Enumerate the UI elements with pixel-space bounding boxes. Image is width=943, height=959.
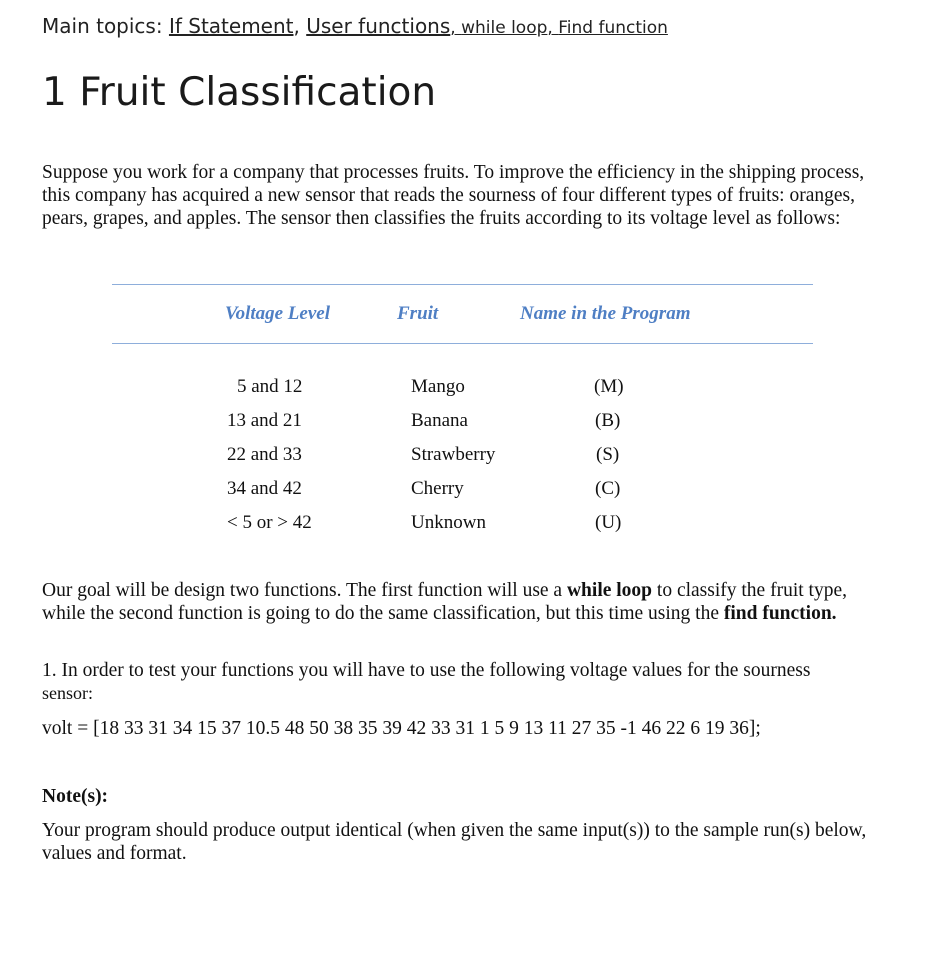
table-top-rule: [112, 284, 813, 285]
note-text: Your program should produce output identical (when given the same input(s)) to the sample run(s) below, values and format.: [42, 820, 867, 864]
topics-prefix: Main topics:: [42, 14, 169, 38]
table-cell-voltage: 5 and 12: [237, 376, 303, 397]
table-cell-voltage: 22 and 33: [227, 444, 302, 465]
table-cell-fruit: Cherry: [411, 478, 464, 499]
topic-find-function: Find function: [558, 18, 668, 38]
table-cell-voltage: < 5 or > 42: [227, 512, 312, 533]
table-cell-voltage: 13 and 21: [227, 410, 302, 431]
while-loop-emphasis: while loop: [566, 580, 653, 601]
test-instructions: 1. In order to test your functions you will have to use the following voltage values for the sourness sensor:: [42, 660, 811, 703]
header-voltage-level: Voltage Level: [225, 303, 330, 324]
intro-paragraph: Suppose you work for a company that processes fruits. To improve the efficiency in the shipping process, this company has acquired a new sensor that reads the sourness of four different types of fruits: oranges, pears, grapes, and apples. The sensor then classifies the fruits according to its voltage level as follows:: [42, 162, 865, 229]
table-cell-fruit: Strawberry: [411, 444, 496, 465]
table-cell-fruit: Unknown: [411, 512, 486, 533]
header-fruit: Fruit: [397, 303, 439, 324]
volt-array-line: volt = [18 33 31 34 15 37 10.5 48 50 38 35 39 42 33 31 1 5 9 13 11 27 35 -1 46 22 6 19 36];: [42, 718, 761, 739]
main-topics-line: Main topics: If Statement, User functions, while loop, Find function: [42, 14, 668, 38]
header-name-in-program: Name in the Program: [520, 303, 691, 324]
table-cell-name: (C): [595, 478, 621, 499]
table-cell-name: (S): [596, 444, 620, 465]
table-cell-fruit: Mango: [411, 376, 465, 397]
topic-while-loop: while loop: [461, 18, 548, 38]
find-function-emphasis: find function.: [723, 603, 837, 624]
goal-paragraph: Our goal will be design two functions. The first function will use a while loop to classify the fruit type, while the second function is going to do the same classification, but this time using the find function.: [42, 580, 847, 624]
topic-user-functions: User functions: [306, 14, 451, 38]
table-cell-voltage: 34 and 42: [227, 478, 302, 499]
note-label: Note(s):: [42, 786, 109, 807]
table-cell-name: (U): [595, 512, 622, 533]
table-header-rule: [112, 343, 813, 344]
table-cell-fruit: Banana: [411, 410, 468, 431]
topic-if-statement: If Statement: [168, 14, 294, 38]
table-cell-name: (B): [595, 410, 621, 431]
section-heading: 1 Fruit Classification: [42, 70, 437, 115]
table-cell-name: (M): [594, 376, 624, 397]
